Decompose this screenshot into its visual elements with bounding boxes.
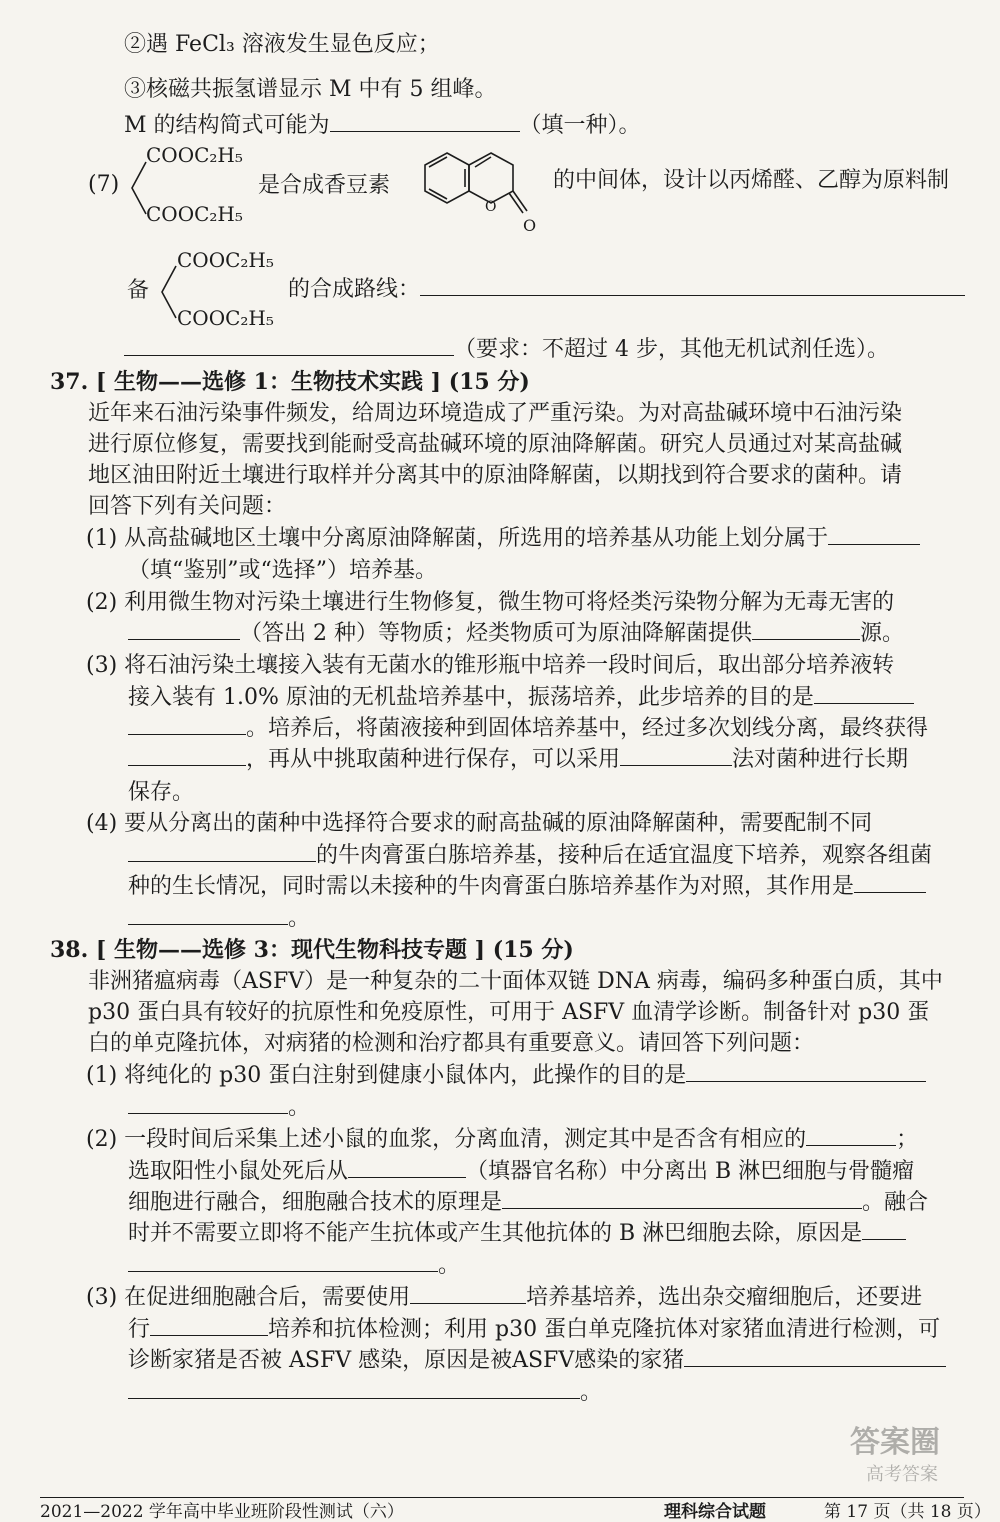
svg-text:O: O (485, 199, 497, 215)
answer-blank[interactable] (684, 1346, 946, 1367)
part-7-mid-text: 是合成香豆素 (258, 173, 391, 198)
q37-header: 37. [ 生物——选修 1：生物技术实践 ] (15 分) (50, 369, 530, 395)
q38-header: 38. [ 生物——选修 3：现代生物科技专题 ] (15 分) (50, 937, 574, 963)
q37-p3-line5: 保存。 (128, 780, 195, 805)
q37-intro-1: 近年来石油污染事件频发，给周边环境造成了严重污染。为对高盐碱环境中石油污染 (88, 401, 903, 426)
q38-p1-line2: 。 (128, 1093, 310, 1123)
footer-page-number: 第 17 页（共 18 页） (824, 1502, 991, 1522)
condition-2: ②遇 FeCl₃ 溶液发生显色反应； (124, 32, 440, 57)
q37-p4-line3: 种的生长情况，同时需以未接种的牛肉膏蛋白胨培养基作为对照，其作用是 (128, 872, 926, 902)
answer-blank[interactable] (806, 1125, 896, 1146)
footer-subject: 理科综合试题 (664, 1502, 766, 1522)
q37-p1-line2: （填“鉴别”或“选择”）培养基。 (128, 558, 437, 583)
answer-blank[interactable] (752, 619, 860, 640)
answer-blank[interactable] (128, 1093, 288, 1114)
answer-stamp-logo-icon (844, 1418, 964, 1502)
q37-p3-line1: (3) 将石油污染土壤接入装有无菌水的锥形瓶中培养一段时间后，取出部分培养液转 (86, 653, 895, 678)
q37-p1-line1: (1) 从高盐碱地区土壤中分离原油降解菌，所选用的培养基从功能上划分属于 (86, 524, 920, 554)
part-7-rest-text: 的中间体，设计以丙烯醛、乙醇为原料制 (553, 168, 950, 193)
requirement-line: （要求：不超过 4 步，其他无机试剂任选）。 (124, 335, 889, 365)
q38-p2-line2: 选取阳性小鼠处死后从 （填器官名称）中分离出 B 淋巴细胞与骨髓瘤 (128, 1159, 915, 1184)
ester-group-top-2: COOC₂H₅ (177, 248, 274, 272)
answer-blank[interactable] (150, 1315, 268, 1336)
q38-p2-line5: 。 (128, 1251, 460, 1281)
answer-blank[interactable] (128, 1378, 580, 1399)
ester-group-top: COOC₂H₅ (146, 143, 243, 167)
answer-blank[interactable] (410, 1283, 526, 1304)
q37-p3-line4: ，再从中挑取菌种进行保存，可以采用 法对菌种进行长期 (128, 745, 908, 775)
footer-divider (40, 1497, 964, 1498)
answer-blank[interactable] (330, 111, 520, 132)
answer-blank[interactable] (128, 841, 316, 862)
answer-blank[interactable] (420, 275, 965, 296)
answer-blank[interactable] (128, 619, 240, 640)
svg-text:O: O (523, 216, 537, 235)
answer-blank[interactable] (814, 683, 914, 704)
prep-prefix: 备 (127, 278, 150, 303)
q38-p3-line4: 。 (128, 1378, 602, 1408)
q37-p3-line3: 。培养后，将菌液接种到固体培养基中，经过多次划线分离，最终获得 (128, 714, 928, 744)
q38-intro-2: p30 蛋白具有较好的抗原性和免疫原性，可用于 ASFV 血清学诊断。制备针对 p30 蛋 (88, 1000, 930, 1025)
condition-3: ③核磁共振氢谱显示 M 中有 5 组峰。 (124, 77, 497, 102)
answer-blank[interactable] (348, 1157, 466, 1178)
answer-blank[interactable] (862, 1219, 906, 1240)
answer-blank[interactable] (502, 1188, 862, 1209)
q37-intro-4: 回答下列有关问题： (88, 494, 287, 519)
q38-intro-1: 非洲猪瘟病毒（ASFV）是一种复杂的二十面体双链 DNA 病毒，编码多种蛋白质，其中 (88, 969, 943, 994)
q37-intro-2: 进行原位修复，需要找到能耐受高盐碱环境的原油降解菌。研究人员通过对某高盐碱 (88, 432, 903, 457)
svg-text:答案圈: 答案圈 (850, 1425, 940, 1460)
answer-blank[interactable] (128, 1251, 438, 1272)
q37-p4-line2: 的牛肉膏蛋白胨培养基，接种后在适宜温度下培养，观察各组菌 (128, 841, 932, 871)
q38-p3-line1: (3) 在促进细胞融合后，需要使用 培养基培养，选出杂交瘤细胞后，还要进 (86, 1285, 923, 1310)
q38-intro-3: 白的单克隆抗体，对病猪的检测和治疗都具有重要意义。请回答下列问题： (88, 1031, 815, 1056)
answer-blank[interactable] (128, 714, 246, 735)
q37-intro-3: 地区油田附近土壤进行取样并分离其中的原油降解菌，以期找到符合要求的菌种。请 (88, 463, 903, 488)
q37-p2-line2: （答出 2 种）等物质；烃类物质可为原油降解菌提供 源。 (128, 619, 904, 649)
q38-p3-line2: 行 培养和抗体检测；利用 p30 蛋白单克隆抗体对家猪血清进行检测，可 (128, 1317, 941, 1342)
answer-blank[interactable] (128, 904, 288, 925)
answer-blank[interactable] (686, 1061, 926, 1082)
q37-p3-line2: 接入装有 1.0% 原油的无机盐培养基中，振荡培养，此步培养的目的是 (128, 683, 914, 713)
m-structure-line: M 的结构简式可能为 （填一种）。 (124, 113, 641, 138)
q37-p2-line1: (2) 利用微生物对污染土壤进行生物修复，微生物可将烃类污染物分解为无毒无害的 (86, 590, 895, 615)
q38-p2-line3: 细胞进行融合，细胞融合技术的原理是 。融合 (128, 1190, 929, 1215)
ester-group-bottom: COOC₂H₅ (146, 202, 243, 226)
answer-blank[interactable] (854, 872, 926, 893)
q37-p4-line1: (4) 要从分离出的菌种中选择符合要求的耐高盐碱的原油降解菌种，需要配制不同 (86, 811, 873, 836)
answer-blank[interactable] (128, 745, 246, 766)
svg-text:高考答案: 高考答案 (866, 1464, 938, 1485)
coumarin-structure-icon (405, 145, 545, 241)
q38-p1-line1: (1) 将纯化的 p30 蛋白注射到健康小鼠体内，此操作的目的是 (86, 1061, 926, 1091)
part-7-number: (7) (88, 172, 120, 197)
q37-p4-line4: 。 (128, 904, 310, 934)
answer-blank[interactable] (620, 745, 732, 766)
q38-p2-line1: (2) 一段时间后采集上述小鼠的血浆，分离血清，测定其中是否含有相应的 ； (86, 1127, 919, 1152)
footer-exam-title: 2021—2022 学年高中毕业班阶段性测试（六） (40, 1502, 404, 1522)
answer-blank[interactable] (828, 524, 920, 545)
ester-group-bottom-2: COOC₂H₅ (177, 306, 274, 330)
route-line: 的合成路线： (288, 275, 965, 305)
answer-blank[interactable] (124, 335, 454, 356)
q38-p2-line4: 时并不需要立即将不能产生抗体或产生其他抗体的 B 淋巴细胞去除，原因是 (128, 1219, 906, 1249)
q38-p3-line3: 诊断家猪是否被 ASFV 感染，原因是被ASFV感染的家猪 (128, 1346, 946, 1376)
